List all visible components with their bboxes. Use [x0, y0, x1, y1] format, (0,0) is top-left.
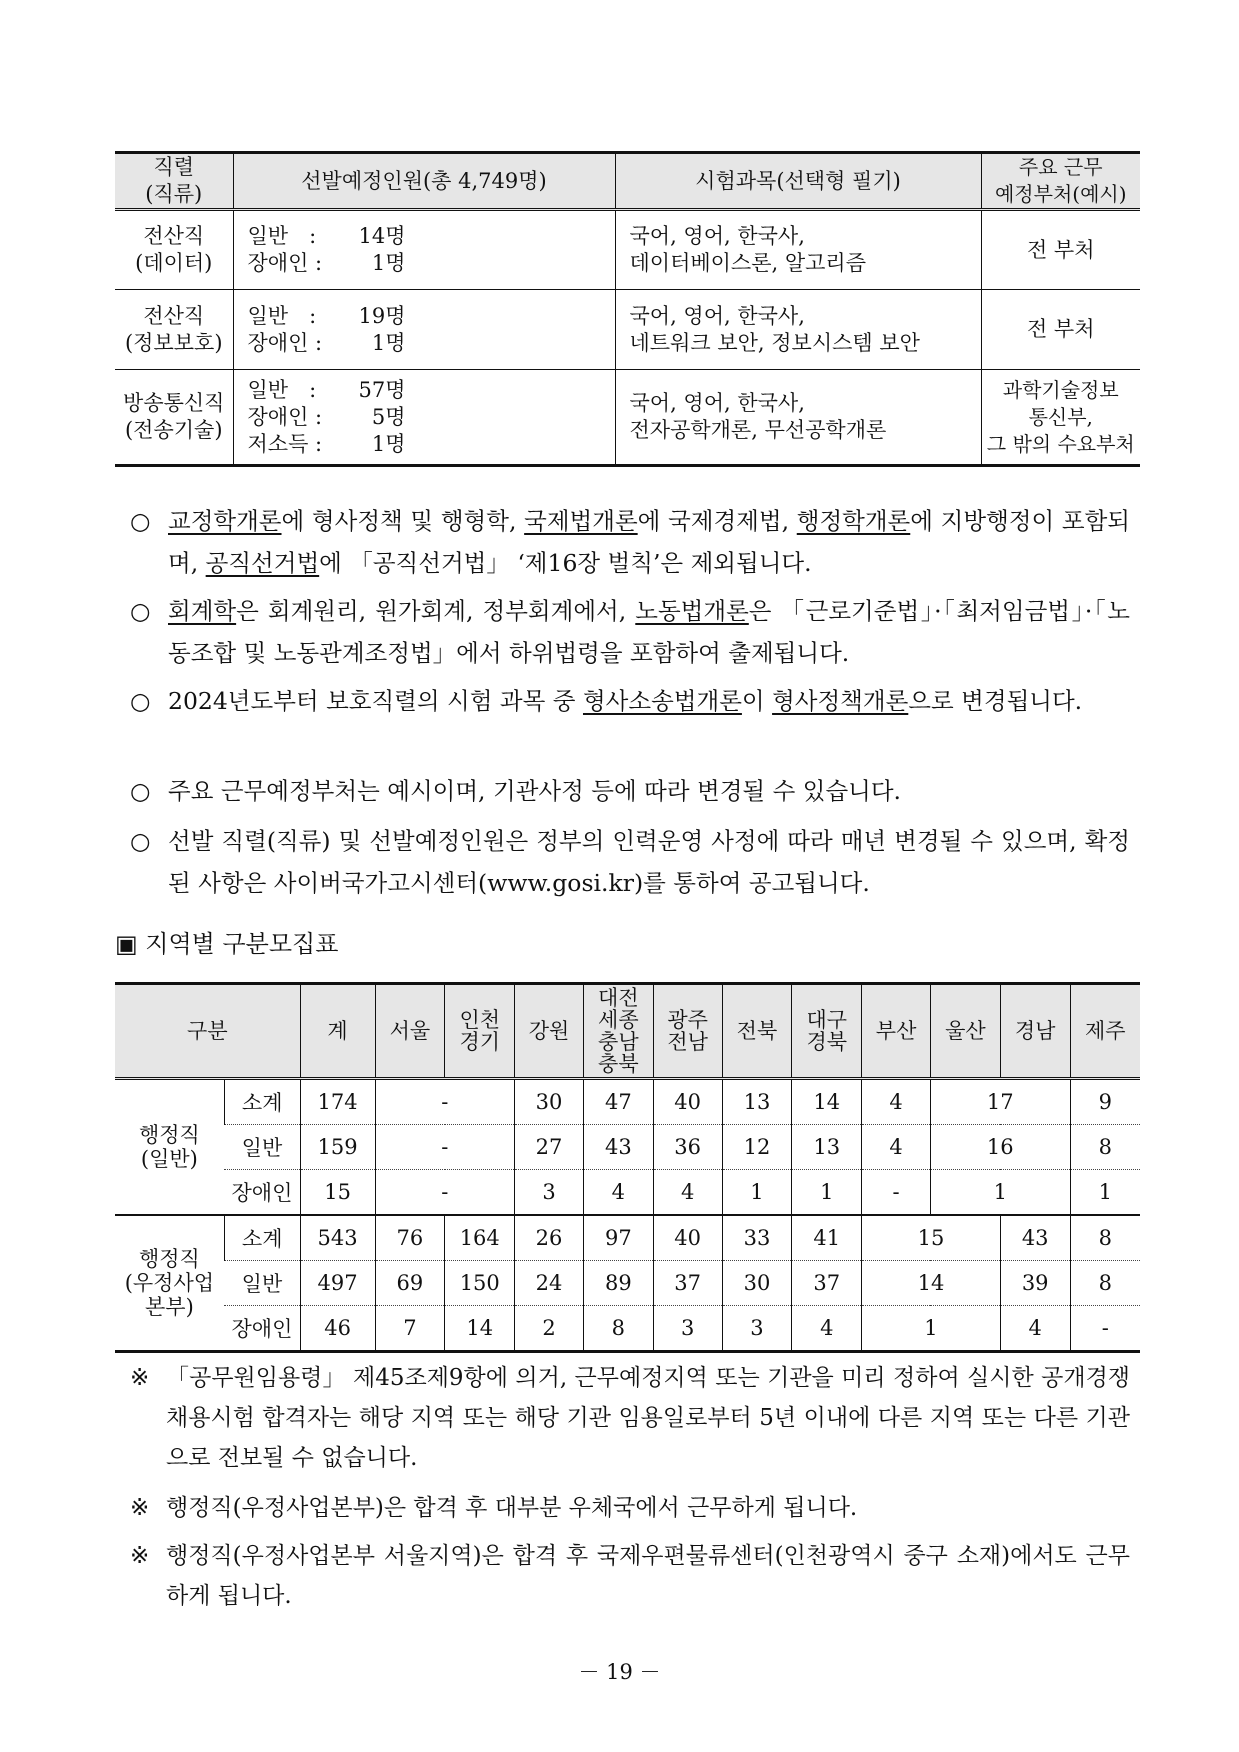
cell-incheon: 150 — [445, 1261, 515, 1306]
dept-cell: 전 부처 — [981, 290, 1140, 370]
cell-gangwon: 24 — [515, 1261, 584, 1306]
count-cell: 일반 : 19명 장애인 : 1명 — [233, 290, 615, 370]
regional-recruitment-table — [115, 982, 1140, 1353]
note-marker: ※ — [130, 1365, 150, 1391]
cell-gyeongnam: 39 — [1000, 1261, 1070, 1306]
subjects-cell: 국어, 영어, 한국사, 데이터베이스론, 알고리즘 — [615, 210, 981, 290]
header-daejeon: 대전 세종 충남 충북 — [583, 984, 653, 1079]
cell-total: 174 — [300, 1079, 375, 1125]
bullet-item — [130, 820, 1130, 904]
group-label: 행정직 (일반) — [115, 1079, 224, 1216]
header-incheon: 인천 경기 — [445, 984, 515, 1079]
table-row — [115, 370, 1140, 466]
job-cell: 전산직 (데이터) — [115, 210, 233, 290]
cell-incheon: 164 — [445, 1215, 515, 1261]
cell-jeonbuk: 33 — [722, 1215, 792, 1261]
cell-jeonbuk: 30 — [722, 1261, 792, 1306]
cell-gwangju: 40 — [653, 1215, 722, 1261]
cell-jeju: 9 — [1070, 1079, 1140, 1125]
note-item — [130, 1358, 1130, 1478]
header-daegu: 대구 경북 — [792, 984, 862, 1079]
cell-jeju: 8 — [1070, 1125, 1140, 1170]
cell-ulsan-gyeongnam: 1 — [930, 1170, 1070, 1216]
table-row — [115, 1170, 1140, 1216]
header-dept: 주요 근무 예정부처(예시) — [981, 153, 1140, 210]
cell-daejeon: 89 — [583, 1261, 653, 1306]
cell-seoul: 76 — [375, 1215, 445, 1261]
cell-gangwon: 30 — [515, 1079, 584, 1125]
table-row — [115, 1306, 1140, 1352]
bullet-item — [130, 770, 1130, 812]
cell-gangwon: 26 — [515, 1215, 584, 1261]
header-jeju: 제주 — [1070, 984, 1140, 1079]
header-total: 계 — [300, 984, 375, 1079]
table-header-row — [115, 984, 1140, 1079]
header-count: 선발예정인원(총 4,749명) — [233, 153, 615, 210]
cell-busan: - — [862, 1170, 931, 1216]
note-item — [130, 1488, 1130, 1528]
cell-ulsan-gyeongnam: 16 — [930, 1125, 1070, 1170]
section-title: ▣ 지역별 구분모집표 — [115, 930, 339, 958]
header-busan: 부산 — [862, 984, 931, 1079]
note-marker: ※ — [130, 1543, 150, 1569]
cell-jeonbuk: 12 — [722, 1125, 792, 1170]
cell-total: 46 — [300, 1306, 375, 1352]
cell-daejeon: 4 — [583, 1170, 653, 1216]
dept-cell: 과학기술정보 통신부, 그 밖의 수요부처 — [981, 370, 1140, 466]
cell-jeju: 1 — [1070, 1170, 1140, 1216]
cell-jeonbuk: 3 — [722, 1306, 792, 1352]
cell-seoul-incheon: - — [375, 1079, 515, 1125]
bullet-item — [130, 590, 1130, 674]
count-cell: 일반 : 14명 장애인 : 1명 — [233, 210, 615, 290]
table-header-row — [115, 153, 1140, 210]
cell-jeju: 8 — [1070, 1215, 1140, 1261]
header-category: 구분 — [115, 984, 300, 1079]
bullet-text: 2024년도부터 보호직렬의 시험 과목 중 형사소송법개론이 형사정책개론으로 변경됩니다. — [168, 687, 1083, 715]
job-cell: 방송통신직 (전송기술) — [123, 391, 225, 442]
cell-gwangju: 4 — [653, 1170, 722, 1216]
cell-gangwon: 2 — [515, 1306, 584, 1352]
bullet-text: 주요 근무예정부처는 예시이며, 기관사정 등에 따라 변경될 수 있습니다. — [168, 777, 902, 805]
cell-total: 543 — [300, 1215, 375, 1261]
cell-ulsan-gyeongnam: 17 — [930, 1079, 1070, 1125]
bullet-marker: ○ — [130, 777, 151, 805]
table-row — [115, 290, 1140, 370]
cell-total: 15 — [300, 1170, 375, 1216]
cell-jeonbuk: 13 — [722, 1079, 792, 1125]
cell-seoul-incheon: - — [375, 1170, 515, 1216]
cell-gyeongnam: 4 — [1000, 1306, 1070, 1352]
cell-incheon: 14 — [445, 1306, 515, 1352]
sub-label: 소계 — [224, 1079, 300, 1125]
note-item — [130, 1536, 1130, 1616]
header-subjects: 시험과목(선택형 필기) — [615, 153, 981, 210]
cell-daegu: 14 — [792, 1079, 862, 1125]
cell-daegu: 37 — [792, 1261, 862, 1306]
count-cell: 일반 : 57명 장애인 : 5명 저소득 : 1명 — [233, 370, 615, 466]
note-text: 행정직(우정사업본부 서울지역)은 합격 후 국제우편물류센터(인천광역시 중구 소재)에서도 근무하게 됩니다. — [166, 1543, 1130, 1609]
sub-label: 장애인 — [231, 1317, 293, 1341]
bullet-item — [130, 500, 1130, 584]
bullet-text: 교정학개론에 형사정책 및 행형학, 국제법개론에 국제경제법, 행정학개론에 지방행정이 포함되며, 공직선거법에 「공직선거법」 ‘제16장 벌칙’은 제외됩니다. — [168, 507, 1130, 577]
cell-daegu: 4 — [792, 1306, 862, 1352]
table-row — [115, 1261, 1140, 1306]
header-ulsan: 울산 — [930, 984, 1000, 1079]
sub-label: 장애인 — [224, 1170, 300, 1216]
job-cell: 전산직 (정보보호) — [115, 290, 233, 370]
bullet-marker: ○ — [130, 827, 151, 855]
bullet-item — [130, 680, 1130, 722]
cell-gwangju: 37 — [653, 1261, 722, 1306]
cell-daejeon: 47 — [583, 1079, 653, 1125]
cell-seoul: 7 — [375, 1306, 445, 1352]
page-number: － 19 － — [578, 1660, 661, 1684]
bullet-text: 회계학은 회계원리, 원가회계, 정부회계에서, 노동법개론은 「근로기준법」·「최저임금법」·「노동조합 및 노동관계조정법」에서 하위법령을 포함하여 출제됩니다. — [168, 597, 1130, 667]
note-marker: ※ — [130, 1495, 150, 1521]
header-seoul: 서울 — [375, 984, 445, 1079]
cell-gangwon: 27 — [515, 1125, 584, 1170]
table-row — [115, 1125, 1140, 1170]
sub-label: 소계 — [224, 1215, 300, 1261]
cell-daejeon: 97 — [583, 1215, 653, 1261]
cell-busan: 4 — [862, 1079, 931, 1125]
cell-gwangju: 36 — [653, 1125, 722, 1170]
cell-jeju: 8 — [1070, 1261, 1140, 1306]
subjects-cell: 국어, 영어, 한국사, 전자공학개론, 무선공학개론 — [615, 370, 981, 466]
table-row — [115, 210, 1140, 290]
bullet-marker: ○ — [130, 687, 151, 715]
cell-busan-ulsan: 1 — [862, 1306, 1001, 1352]
note-text: 「공무원임용령」 제45조제9항에 의거, 근무예정지역 또는 기관을 미리 정하여 실시한 공개경쟁채용시험 합격자는 해당 지역 또는 해당 기관 임용일로부터 5년 이내에 다른 지역 또는 다른 기관으로 전보될 수 없습니다. — [166, 1365, 1130, 1471]
cell-seoul-incheon: - — [375, 1125, 515, 1170]
subjects-cell: 국어, 영어, 한국사, 네트워크 보안, 정보시스템 보안 — [615, 290, 981, 370]
cell-daejeon: 8 — [583, 1306, 653, 1352]
note-text: 행정직(우정사업본부)은 합격 후 대부분 우체국에서 근무하게 됩니다. — [166, 1495, 858, 1521]
cell-busan-ulsan: 15 — [862, 1215, 1001, 1261]
table-row — [115, 1215, 1140, 1261]
table-row — [115, 1079, 1140, 1125]
header-gangwon: 강원 — [515, 984, 584, 1079]
cell-daejeon: 43 — [583, 1125, 653, 1170]
cell-total: 497 — [300, 1261, 375, 1306]
group-label: 행정직 (우정사업 본부) — [124, 1247, 215, 1319]
cell-gwangju: 3 — [653, 1306, 722, 1352]
bullet-marker: ○ — [130, 507, 151, 535]
cell-seoul: 69 — [375, 1261, 445, 1306]
cell-busan-ulsan: 14 — [862, 1261, 1001, 1306]
bullet-marker: ○ — [130, 597, 151, 625]
cell-gyeongnam: 43 — [1000, 1215, 1070, 1261]
exam-subjects-table — [115, 151, 1140, 467]
header-job: 직렬 (직류) — [115, 153, 233, 210]
cell-daegu: 13 — [792, 1125, 862, 1170]
cell-daegu: 41 — [792, 1215, 862, 1261]
cell-gangwon: 3 — [515, 1170, 584, 1216]
dept-cell: 전 부처 — [981, 210, 1140, 290]
cell-gwangju: 40 — [653, 1079, 722, 1125]
cell-daegu: 1 — [792, 1170, 862, 1216]
cell-total: 159 — [300, 1125, 375, 1170]
header-gyeongnam: 경남 — [1000, 984, 1070, 1079]
bullet-text: 선발 직렬(직류) 및 선발예정인원은 정부의 인력운영 사정에 따라 매년 변경될 수 있으며, 확정된 사항은 사이버국가고시센터(www.gosi.kr)를 통하여 공고됩니다. — [168, 827, 1130, 897]
cell-busan: 4 — [862, 1125, 931, 1170]
header-jeonbuk: 전북 — [722, 984, 792, 1079]
header-gwangju: 광주 전남 — [653, 984, 722, 1079]
cell-jeju: - — [1070, 1306, 1140, 1352]
sub-label: 일반 — [224, 1261, 300, 1306]
cell-jeonbuk: 1 — [722, 1170, 792, 1216]
sub-label: 일반 — [224, 1125, 300, 1170]
